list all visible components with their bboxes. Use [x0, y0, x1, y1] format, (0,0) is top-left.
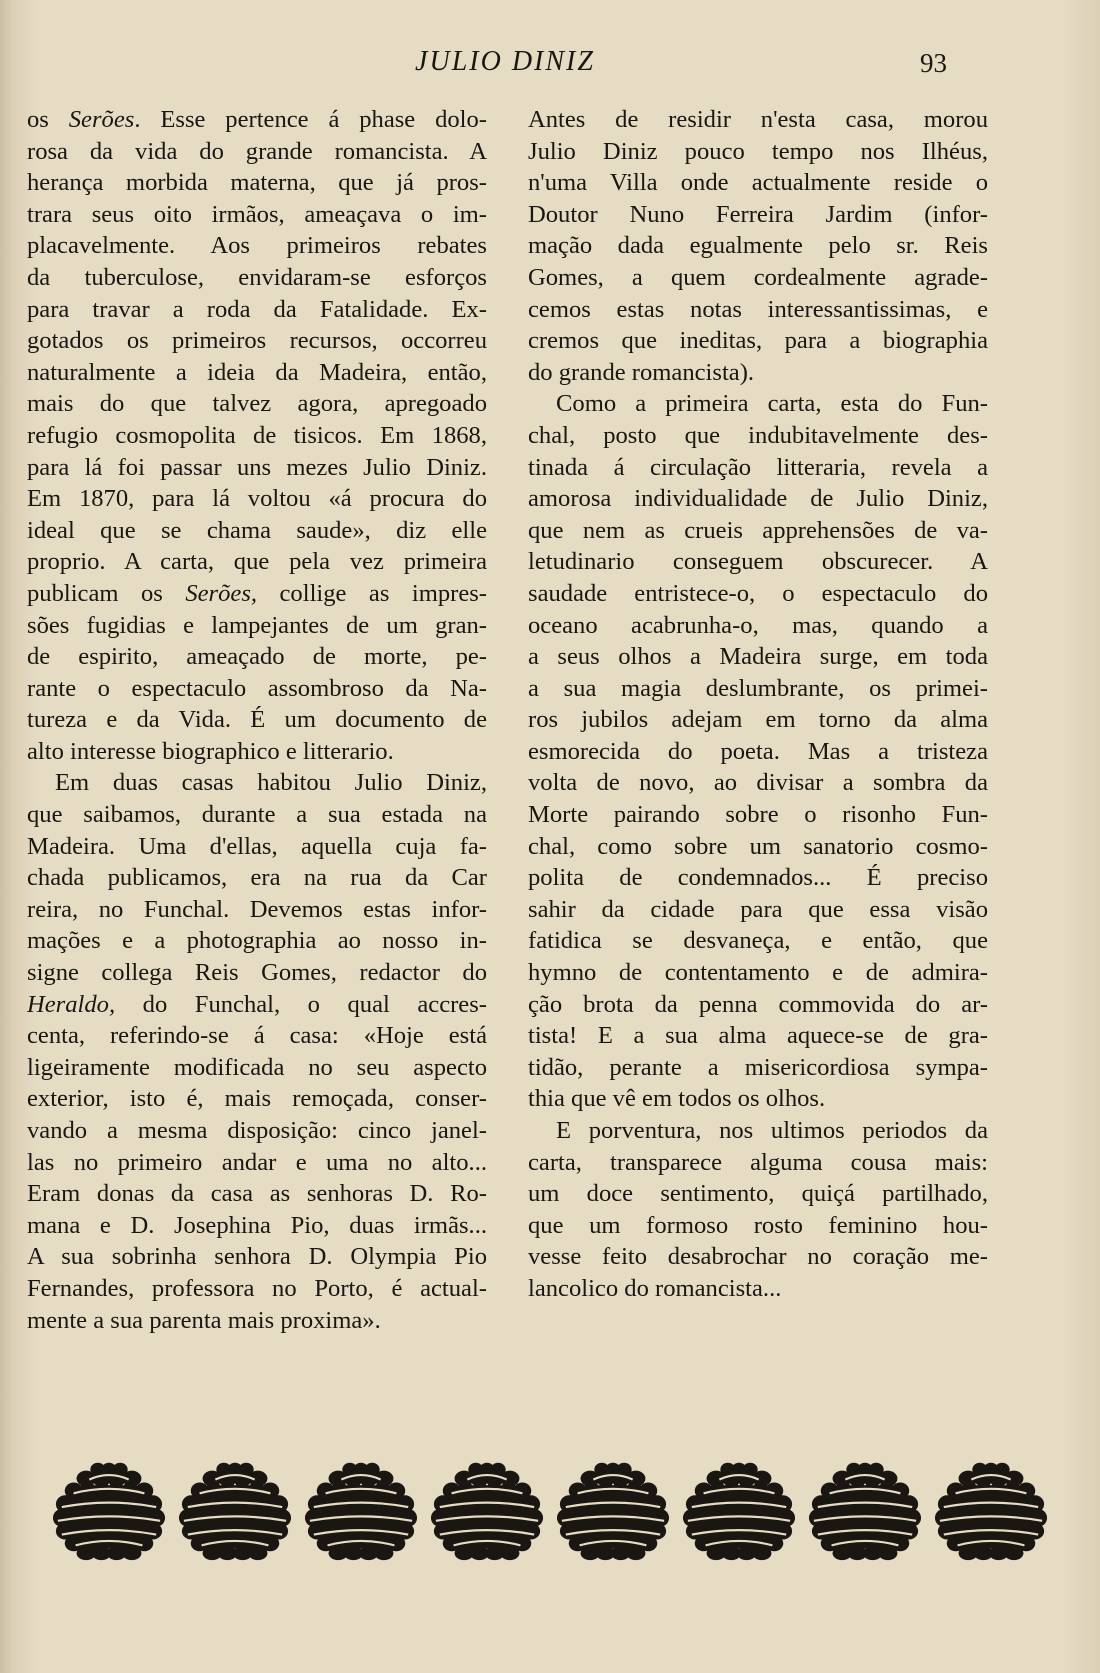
chrysanthemum-ornament-icon [806, 1450, 924, 1570]
text-line: tureza e da Vida. É um documento de [27, 706, 487, 734]
text-line: A sua sobrinha senhora D. Olympia Pio [27, 1243, 487, 1271]
text-line: exterior, isto é, mais remoçada, conser- [27, 1085, 487, 1113]
text-line: saudade entristece-o, o espectaculo do [528, 579, 988, 607]
text-line: mana e D. Josephina Pio, duas irmãs... [27, 1211, 487, 1239]
text-line: cemos estas notas interessantissimas, e [528, 295, 988, 323]
text-line: que um formoso rosto feminino hou- [528, 1211, 988, 1239]
text-line: placavelmente. Aos primeiros rebates [27, 232, 487, 260]
text-line: publicam os Serões, collige as impres- [27, 579, 487, 607]
text-line: Doutor Nuno Ferreira Jardim (infor- [528, 200, 988, 228]
text-line: gotados os primeiros recursos, occorreu [27, 327, 487, 355]
text-line: vesse feito desabrochar no coração me- [528, 1243, 988, 1271]
text-line: refugio cosmopolita de tisicos. Em 1868, [27, 421, 487, 449]
text-line: para travar a roda da Fatalidade. Ex- [27, 295, 487, 323]
chrysanthemum-ornament-icon [50, 1450, 168, 1570]
text-line: rosa da vida do grande romancista. A [27, 137, 487, 165]
text-line: Em 1870, para lá voltou «á procura do [27, 485, 487, 513]
text-line: que saibamos, durante a sua estada na [27, 801, 487, 829]
text-line: amorosa individualidade de Julio Diniz, [528, 485, 988, 513]
text-line: do grande romancista). [528, 358, 755, 386]
text-line: oceano acabrunha-o, mas, quando a [528, 611, 988, 639]
text-line: chal, como sobre um sanatorio cosmo- [528, 832, 988, 860]
chrysanthemum-ornament-icon [428, 1450, 546, 1570]
text-line: os Serões. Esse pertence á phase dolo- [27, 106, 487, 133]
text-line: volta de novo, ao divisar a sombra da [528, 769, 988, 797]
text-line: a sua magia deslumbrante, os primei- [528, 674, 988, 702]
text-line: Antes de residir n'esta casa, morou [528, 106, 988, 133]
text-line: fatidica se desvaneça, e então, que [528, 927, 988, 955]
text-line: esmorecida do poeta. Mas a tristeza [528, 737, 988, 765]
text-line: las no primeiro andar e uma no alto... [27, 1148, 487, 1176]
text-line: cremos que ineditas, para a biographia [528, 327, 988, 355]
text-line: de espirito, ameaçado de morte, pe- [27, 643, 487, 671]
text-line: signe collega Reis Gomes, redactor do [27, 959, 487, 987]
text-line: reira, no Funchal. Devemos estas infor- [27, 895, 487, 923]
text-line: ideal que se chama saude», diz elle [27, 516, 487, 544]
text-line: Como a primeira carta, esta do Fun- [556, 390, 988, 418]
text-line: Gomes, a quem cordealmente agrade- [528, 263, 988, 291]
text-line: naturalmente a ideia da Madeira, então, [27, 358, 487, 386]
text-line: ligeiramente modificada no seu aspecto [27, 1053, 487, 1081]
text-line: para lá foi passar uns mezes Julio Diniz. [27, 453, 487, 481]
text-line: carta, transparece alguma cousa mais: [528, 1148, 988, 1176]
text-line: que nem as crueis apprehensões de va- [528, 516, 988, 544]
text-line: alto interesse biographico e litterario. [27, 737, 394, 765]
text-line: da tuberculose, envidaram-se esforços [27, 263, 487, 291]
text-line: letudinario conseguem obscurecer. A [528, 548, 988, 576]
text-line: E porventura, nos ultimos periodos da [556, 1117, 988, 1144]
text-line: Heraldo, do Funchal, o qual accres- [27, 990, 487, 1018]
text-line: um doce sentimento, quiçá partilhado, [528, 1180, 988, 1208]
text-line: sahir da cidade para que essa visão [528, 895, 988, 923]
text-line: thia que vê em todos os olhos. [528, 1085, 826, 1113]
text-line: ção brota da penna commovida do ar- [528, 990, 988, 1018]
text-line: vando a mesma disposição: cinco janel- [27, 1117, 487, 1144]
text-line: Eram donas da casa as senhoras D. Ro- [27, 1180, 487, 1208]
text-line: mação dada egualmente pelo sr. Reis [528, 232, 988, 260]
text-line: mente a sua parenta mais proxima». [27, 1306, 381, 1334]
text-line: tista! E a sua alma aquece-se de gra- [528, 1022, 988, 1050]
text-line: sões fugidias e lampejantes de um gran- [27, 611, 487, 639]
text-line: Madeira. Uma d'ellas, aquella cuja fa- [27, 832, 487, 860]
page-header [0, 46, 1100, 86]
text-line: herança morbida materna, que já pros- [27, 169, 487, 197]
text-line: Morte pairando sobre o risonho Fun- [528, 801, 988, 829]
text-line: n'uma Villa onde actualmente reside o [528, 169, 988, 197]
ornament-row [50, 1450, 1050, 1570]
text-line: tidão, perante a misericordiosa sympa- [528, 1053, 988, 1081]
text-line: centa, referindo-se á casa: «Hoje está [27, 1022, 487, 1050]
text-line: polita de condemnados... É preciso [528, 864, 988, 892]
text-line: mações e a photographia ao nosso in- [27, 927, 487, 955]
text-line: trara seus oito irmãos, ameaçava o im- [27, 200, 487, 228]
text-line: chada publicamos, era na rua da Car [27, 864, 487, 892]
chrysanthemum-ornament-icon [302, 1450, 420, 1570]
chrysanthemum-ornament-icon [680, 1450, 798, 1570]
text-line: hymno de contentamento e de admira- [528, 959, 988, 987]
text-line: Em duas casas habitou Julio Diniz, [55, 769, 487, 797]
chrysanthemum-ornament-icon [932, 1450, 1050, 1570]
text-line: lancolico do romancista... [528, 1274, 782, 1302]
page-number: 93 [920, 48, 947, 78]
text-line: Fernandes, professora no Porto, é actual- [27, 1274, 487, 1302]
text-line: Julio Diniz pouco tempo nos Ilhéus, [528, 137, 988, 165]
text-line: tinada á circulação litteraria, revela a [528, 453, 988, 481]
right-text-column [528, 104, 988, 1305]
text-line: chal, posto que indubitavelmente des- [528, 421, 988, 449]
chrysanthemum-ornament-icon [176, 1450, 294, 1570]
text-line: mais do que talvez agora, apregoado [27, 390, 487, 418]
text-line: ros jubilos adejam em torno da alma [528, 706, 988, 734]
chrysanthemum-ornament-icon [554, 1450, 672, 1570]
text-line: a seus olhos a Madeira surge, em toda [528, 643, 988, 671]
left-text-column [27, 104, 487, 1336]
running-title: JULIO DINIZ [415, 46, 595, 77]
text-line: proprio. A carta, que pela vez primeira [27, 548, 487, 576]
text-line: rante o espectaculo assombroso da Na- [27, 674, 487, 702]
